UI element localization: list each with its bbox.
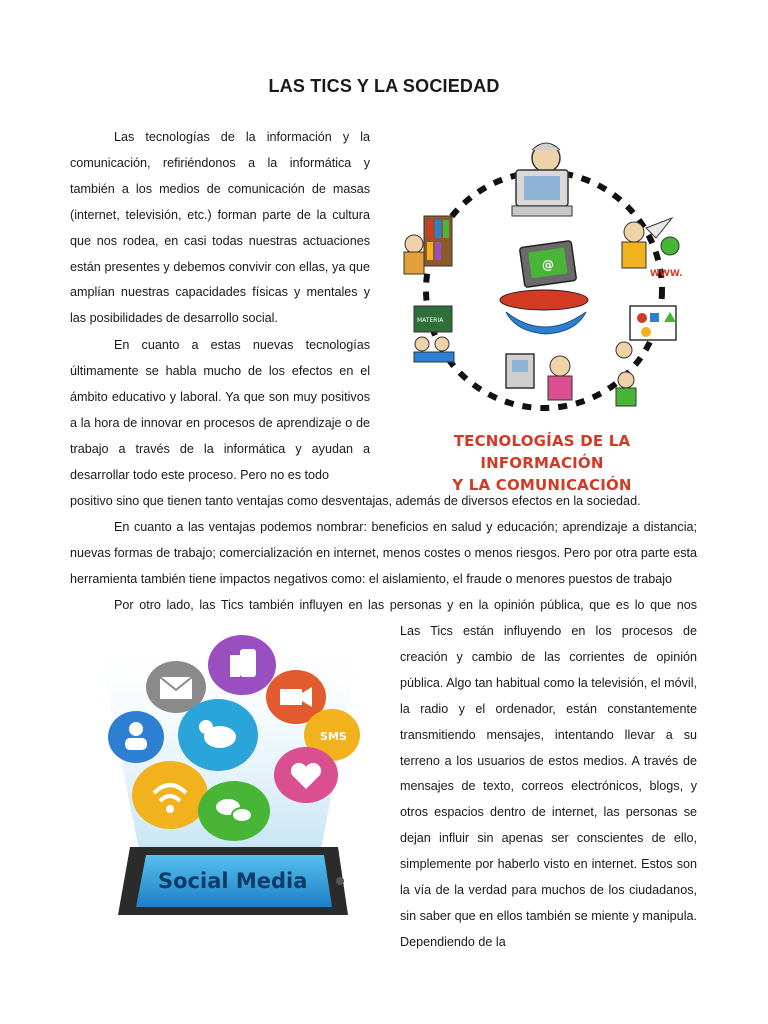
wifi-bubble xyxy=(132,761,208,829)
chat-bubble xyxy=(198,781,270,841)
paragraph-4: Por otro lado, las Tics también influyen en las personas y en la opinión pública, que es lo que nos xyxy=(114,598,697,612)
thumbs-up-bubble xyxy=(208,635,276,695)
social-media-illustration xyxy=(70,615,388,930)
user-bubble xyxy=(108,711,164,763)
bird-bubble xyxy=(178,699,258,771)
central-computer-icon xyxy=(500,241,588,334)
paragraph-2-continuation: positivo sino que tienen tanto ventajas como desventajas, además de diversos efectos en la sociedad. xyxy=(70,494,641,508)
phone-screen-label: Social Media xyxy=(158,869,308,893)
board-label: MATERIA xyxy=(417,317,444,324)
page-title: LAS TICS Y LA SOCIEDAD xyxy=(268,76,500,96)
paragraph-2: En cuanto a estas nuevas tecnologías últimamente se habla mucho de los efectos en el ámbito educativo y laboral. Ya que son muy positivos a la hora de innovar en procesos de aprendizaje o de trabajo a través de la informática y ayudan a desarrollar todo este proceso. Pero no es todo xyxy=(70,338,370,482)
caption-line-2: Y LA COMUNICACIÓN xyxy=(452,476,632,494)
tic-illustration xyxy=(394,140,694,430)
www-sign: WWW. xyxy=(650,269,683,279)
man-at-computer-icon xyxy=(512,143,572,216)
caption-line-1: TECNOLOGÍAS DE LA INFORMACIÓN xyxy=(453,432,631,472)
figure-1-caption xyxy=(392,430,692,496)
paragraph-5: Las Tics están influyendo en los procesos de creación y cambio de las corrientes de opinión pública. Algo tan habitual como la televisión, el móvil, la radio y el ordenador, están constantemente transmitiendo mensajes, intentando llevar a su terreno a los usuarios de estos medios. A través de mensajes de texto, correos electrónicos, blogs, y otros espacios dentro de internet, las personas se dejan influir sin apenas ser conscientes de ello, simplemente por haberlo visto en internet. Estos son la vía de la verdad para muchos de los ciudadanos, sin saber que en ellos también se miente y manipula. Dependiendo de la xyxy=(400,624,697,949)
screen-symbol: @ xyxy=(542,258,554,272)
paragraph-3: En cuanto a las ventajas podemos nombrar: beneficios en salud y educación; aprendizaje a distancia; nuevas formas de trabajo; comercialización en internet, menos costes o menos riesgos. Pero por otra parte esta herramienta también tiene impactos negativos como: el aislamiento, el fraude o menores puestos de trabajo xyxy=(70,520,697,586)
sms-label: SMS xyxy=(320,730,347,743)
bookshelf-reader-icon xyxy=(404,216,452,274)
paragraph-1: Las tecnologías de la información y la comunicación, refiriéndonos a la informática y también a los medios de comunicación de masas (internet, televisión, etc.) forman parte de la cultura que nos rodea, en casi todas nuestras actuaciones están presentes y debemos convivir con ellas, ya que amplían nuestras capacidades físicas y mentales y las posibilidades de desarrollo social. xyxy=(70,130,370,326)
kids-with-robot-icon xyxy=(506,354,636,406)
heart-bubble xyxy=(274,747,338,803)
